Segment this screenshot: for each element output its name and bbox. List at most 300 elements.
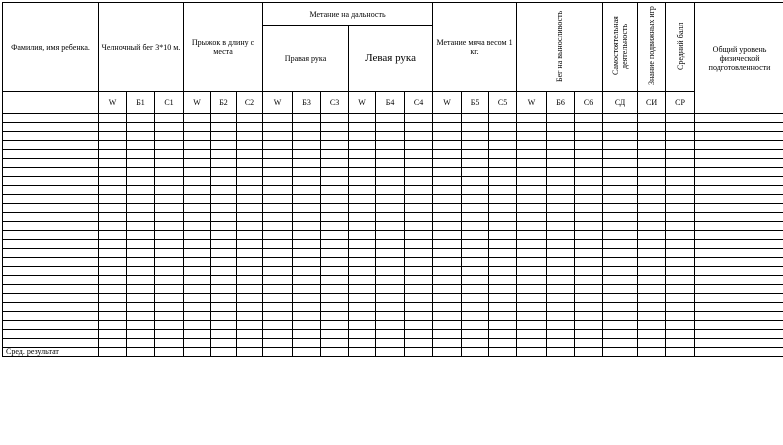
table-cell[interactable] (517, 285, 547, 294)
table-cell[interactable] (237, 141, 263, 150)
table-cell[interactable] (517, 177, 547, 186)
table-cell[interactable] (517, 213, 547, 222)
table-cell[interactable] (293, 285, 321, 294)
table-cell[interactable] (376, 132, 405, 141)
table-cell[interactable] (349, 339, 376, 348)
table-cell[interactable] (349, 222, 376, 231)
table-cell[interactable] (99, 150, 127, 159)
footer-cell[interactable] (263, 348, 293, 357)
table-cell[interactable] (489, 195, 517, 204)
table-cell[interactable] (433, 231, 462, 240)
table-cell[interactable] (603, 195, 638, 204)
table-cell[interactable] (293, 339, 321, 348)
table-cell[interactable] (155, 258, 184, 267)
table-cell[interactable] (3, 195, 99, 204)
footer-cell[interactable] (211, 348, 237, 357)
table-cell[interactable] (695, 285, 783, 294)
table-cell[interactable] (263, 240, 293, 249)
table-cell[interactable] (263, 321, 293, 330)
table-cell[interactable] (638, 186, 666, 195)
table-cell[interactable] (376, 240, 405, 249)
table-cell[interactable] (638, 240, 666, 249)
table-cell[interactable] (575, 294, 603, 303)
table-cell[interactable] (127, 186, 155, 195)
table-cell[interactable] (405, 195, 433, 204)
table-cell[interactable] (547, 321, 575, 330)
table-cell[interactable] (211, 330, 237, 339)
table-cell[interactable] (263, 258, 293, 267)
table-cell[interactable] (155, 303, 184, 312)
table-cell[interactable] (575, 150, 603, 159)
table-cell[interactable] (376, 168, 405, 177)
table-cell[interactable] (517, 123, 547, 132)
table-cell[interactable] (349, 249, 376, 258)
table-cell[interactable] (263, 159, 293, 168)
table-cell[interactable] (184, 330, 211, 339)
table-cell[interactable] (695, 204, 783, 213)
table-cell[interactable] (547, 186, 575, 195)
table-cell[interactable] (695, 195, 783, 204)
table-cell[interactable] (127, 150, 155, 159)
table-cell[interactable] (237, 177, 263, 186)
table-cell[interactable] (3, 330, 99, 339)
table-cell[interactable] (603, 330, 638, 339)
table-cell[interactable] (603, 258, 638, 267)
table-cell[interactable] (376, 204, 405, 213)
table-cell[interactable] (462, 285, 489, 294)
table-cell[interactable] (321, 168, 349, 177)
table-cell[interactable] (184, 168, 211, 177)
table-cell[interactable] (263, 132, 293, 141)
table-cell[interactable] (99, 204, 127, 213)
table-cell[interactable] (293, 132, 321, 141)
table-cell[interactable] (293, 123, 321, 132)
table-cell[interactable] (638, 159, 666, 168)
table-cell[interactable] (321, 267, 349, 276)
table-cell[interactable] (211, 276, 237, 285)
table-cell[interactable] (547, 330, 575, 339)
table-cell[interactable] (405, 285, 433, 294)
table-cell[interactable] (462, 249, 489, 258)
table-cell[interactable] (293, 294, 321, 303)
table-cell[interactable] (321, 285, 349, 294)
table-cell[interactable] (695, 294, 783, 303)
table-cell[interactable] (433, 321, 462, 330)
footer-cell[interactable] (638, 348, 666, 357)
table-cell[interactable] (603, 114, 638, 123)
table-cell[interactable] (666, 150, 695, 159)
table-cell[interactable] (517, 276, 547, 285)
table-cell[interactable] (237, 231, 263, 240)
table-cell[interactable] (184, 240, 211, 249)
table-cell[interactable] (433, 339, 462, 348)
table-cell[interactable] (547, 312, 575, 321)
table-cell[interactable] (405, 204, 433, 213)
footer-cell[interactable] (575, 348, 603, 357)
table-cell[interactable] (127, 267, 155, 276)
table-cell[interactable] (3, 258, 99, 267)
table-cell[interactable] (184, 321, 211, 330)
table-cell[interactable] (638, 114, 666, 123)
table-cell[interactable] (666, 123, 695, 132)
table-cell[interactable] (99, 285, 127, 294)
table-cell[interactable] (603, 132, 638, 141)
table-cell[interactable] (349, 258, 376, 267)
table-cell[interactable] (155, 330, 184, 339)
table-cell[interactable] (155, 231, 184, 240)
table-cell[interactable] (155, 195, 184, 204)
table-cell[interactable] (517, 303, 547, 312)
table-cell[interactable] (695, 231, 783, 240)
footer-cell[interactable] (517, 348, 547, 357)
table-cell[interactable] (433, 204, 462, 213)
table-cell[interactable] (695, 141, 783, 150)
table-cell[interactable] (211, 285, 237, 294)
table-cell[interactable] (263, 123, 293, 132)
table-cell[interactable] (99, 177, 127, 186)
table-cell[interactable] (211, 231, 237, 240)
table-cell[interactable] (433, 276, 462, 285)
table-cell[interactable] (263, 231, 293, 240)
table-cell[interactable] (349, 330, 376, 339)
table-cell[interactable] (517, 258, 547, 267)
table-cell[interactable] (376, 330, 405, 339)
table-cell[interactable] (462, 222, 489, 231)
table-cell[interactable] (666, 321, 695, 330)
table-cell[interactable] (638, 168, 666, 177)
table-cell[interactable] (547, 294, 575, 303)
table-cell[interactable] (263, 222, 293, 231)
table-cell[interactable] (211, 294, 237, 303)
table-cell[interactable] (695, 150, 783, 159)
table-cell[interactable] (517, 114, 547, 123)
footer-cell[interactable] (489, 348, 517, 357)
table-cell[interactable] (575, 222, 603, 231)
table-cell[interactable] (575, 267, 603, 276)
table-cell[interactable] (376, 231, 405, 240)
table-cell[interactable] (405, 150, 433, 159)
table-cell[interactable] (575, 186, 603, 195)
table-cell[interactable] (517, 321, 547, 330)
table-cell[interactable] (666, 141, 695, 150)
table-cell[interactable] (638, 195, 666, 204)
table-cell[interactable] (184, 123, 211, 132)
table-cell[interactable] (263, 195, 293, 204)
table-cell[interactable] (603, 294, 638, 303)
table-cell[interactable] (638, 321, 666, 330)
table-cell[interactable] (695, 249, 783, 258)
footer-cell[interactable] (405, 348, 433, 357)
table-cell[interactable] (433, 267, 462, 276)
table-cell[interactable] (603, 177, 638, 186)
table-cell[interactable] (349, 312, 376, 321)
footer-cell[interactable] (666, 348, 695, 357)
table-cell[interactable] (666, 303, 695, 312)
table-cell[interactable] (695, 330, 783, 339)
table-cell[interactable] (603, 204, 638, 213)
table-cell[interactable] (293, 222, 321, 231)
table-cell[interactable] (489, 231, 517, 240)
table-cell[interactable] (517, 132, 547, 141)
table-cell[interactable] (433, 258, 462, 267)
table-cell[interactable] (695, 276, 783, 285)
table-cell[interactable] (489, 204, 517, 213)
table-cell[interactable] (638, 294, 666, 303)
table-cell[interactable] (155, 222, 184, 231)
table-cell[interactable] (155, 267, 184, 276)
table-cell[interactable] (293, 195, 321, 204)
table-cell[interactable] (489, 186, 517, 195)
table-cell[interactable] (127, 312, 155, 321)
table-cell[interactable] (3, 249, 99, 258)
table-cell[interactable] (155, 276, 184, 285)
table-cell[interactable] (575, 132, 603, 141)
table-cell[interactable] (695, 267, 783, 276)
table-cell[interactable] (184, 132, 211, 141)
table-cell[interactable] (99, 249, 127, 258)
table-cell[interactable] (237, 294, 263, 303)
table-cell[interactable] (575, 303, 603, 312)
table-cell[interactable] (99, 276, 127, 285)
table-cell[interactable] (211, 204, 237, 213)
table-cell[interactable] (3, 294, 99, 303)
table-cell[interactable] (666, 222, 695, 231)
table-cell[interactable] (489, 150, 517, 159)
table-cell[interactable] (127, 249, 155, 258)
table-cell[interactable] (462, 312, 489, 321)
table-cell[interactable] (349, 195, 376, 204)
table-cell[interactable] (405, 240, 433, 249)
table-cell[interactable] (462, 141, 489, 150)
table-cell[interactable] (695, 177, 783, 186)
table-cell[interactable] (376, 249, 405, 258)
table-cell[interactable] (127, 321, 155, 330)
table-cell[interactable] (3, 312, 99, 321)
table-cell[interactable] (237, 276, 263, 285)
table-cell[interactable] (575, 330, 603, 339)
table-cell[interactable] (184, 285, 211, 294)
table-cell[interactable] (99, 258, 127, 267)
table-cell[interactable] (184, 303, 211, 312)
table-cell[interactable] (603, 267, 638, 276)
table-cell[interactable] (211, 312, 237, 321)
table-cell[interactable] (127, 285, 155, 294)
table-cell[interactable] (155, 240, 184, 249)
table-cell[interactable] (489, 141, 517, 150)
table-cell[interactable] (263, 150, 293, 159)
table-cell[interactable] (263, 312, 293, 321)
table-cell[interactable] (462, 132, 489, 141)
table-cell[interactable] (211, 222, 237, 231)
table-cell[interactable] (127, 276, 155, 285)
table-cell[interactable] (184, 312, 211, 321)
table-cell[interactable] (666, 240, 695, 249)
table-cell[interactable] (547, 222, 575, 231)
table-cell[interactable] (155, 141, 184, 150)
table-cell[interactable] (575, 231, 603, 240)
table-cell[interactable] (376, 195, 405, 204)
table-cell[interactable] (349, 285, 376, 294)
table-cell[interactable] (638, 339, 666, 348)
table-cell[interactable] (237, 285, 263, 294)
table-cell[interactable] (321, 195, 349, 204)
table-cell[interactable] (666, 132, 695, 141)
table-cell[interactable] (293, 159, 321, 168)
footer-cell[interactable] (184, 348, 211, 357)
table-cell[interactable] (155, 123, 184, 132)
table-cell[interactable] (211, 267, 237, 276)
table-cell[interactable] (321, 177, 349, 186)
table-cell[interactable] (376, 177, 405, 186)
table-cell[interactable] (462, 330, 489, 339)
table-cell[interactable] (127, 258, 155, 267)
table-cell[interactable] (433, 213, 462, 222)
table-cell[interactable] (184, 267, 211, 276)
footer-cell[interactable] (547, 348, 575, 357)
table-cell[interactable] (127, 195, 155, 204)
table-cell[interactable] (405, 276, 433, 285)
table-cell[interactable] (462, 294, 489, 303)
table-cell[interactable] (547, 177, 575, 186)
table-cell[interactable] (293, 258, 321, 267)
table-cell[interactable] (3, 267, 99, 276)
table-cell[interactable] (263, 249, 293, 258)
table-cell[interactable] (211, 159, 237, 168)
table-cell[interactable] (184, 114, 211, 123)
table-cell[interactable] (3, 231, 99, 240)
table-cell[interactable] (263, 285, 293, 294)
table-cell[interactable] (462, 186, 489, 195)
table-cell[interactable] (638, 123, 666, 132)
table-cell[interactable] (155, 312, 184, 321)
table-cell[interactable] (638, 150, 666, 159)
table-cell[interactable] (666, 195, 695, 204)
table-cell[interactable] (517, 249, 547, 258)
table-cell[interactable] (489, 222, 517, 231)
table-cell[interactable] (695, 258, 783, 267)
table-cell[interactable] (3, 132, 99, 141)
table-cell[interactable] (489, 330, 517, 339)
table-cell[interactable] (349, 159, 376, 168)
table-cell[interactable] (293, 312, 321, 321)
table-cell[interactable] (349, 204, 376, 213)
table-cell[interactable] (263, 330, 293, 339)
table-cell[interactable] (575, 285, 603, 294)
table-cell[interactable] (211, 150, 237, 159)
table-cell[interactable] (695, 339, 783, 348)
table-cell[interactable] (321, 240, 349, 249)
table-cell[interactable] (293, 303, 321, 312)
table-cell[interactable] (405, 312, 433, 321)
table-cell[interactable] (433, 303, 462, 312)
table-cell[interactable] (237, 150, 263, 159)
table-cell[interactable] (489, 240, 517, 249)
table-cell[interactable] (321, 204, 349, 213)
table-cell[interactable] (376, 141, 405, 150)
table-cell[interactable] (575, 312, 603, 321)
table-cell[interactable] (547, 258, 575, 267)
table-cell[interactable] (349, 213, 376, 222)
table-cell[interactable] (237, 186, 263, 195)
table-cell[interactable] (127, 213, 155, 222)
table-cell[interactable] (489, 123, 517, 132)
table-cell[interactable] (237, 267, 263, 276)
table-cell[interactable] (433, 312, 462, 321)
table-cell[interactable] (517, 231, 547, 240)
table-cell[interactable] (263, 303, 293, 312)
table-cell[interactable] (349, 123, 376, 132)
table-cell[interactable] (603, 249, 638, 258)
table-cell[interactable] (211, 240, 237, 249)
table-cell[interactable] (433, 123, 462, 132)
table-cell[interactable] (547, 267, 575, 276)
table-cell[interactable] (695, 123, 783, 132)
table-cell[interactable] (349, 231, 376, 240)
table-cell[interactable] (405, 321, 433, 330)
table-cell[interactable] (155, 177, 184, 186)
table-cell[interactable] (349, 267, 376, 276)
table-cell[interactable] (321, 330, 349, 339)
table-cell[interactable] (575, 177, 603, 186)
table-cell[interactable] (321, 159, 349, 168)
table-cell[interactable] (405, 294, 433, 303)
table-cell[interactable] (127, 330, 155, 339)
table-cell[interactable] (349, 132, 376, 141)
table-cell[interactable] (433, 240, 462, 249)
table-cell[interactable] (293, 204, 321, 213)
table-cell[interactable] (3, 321, 99, 330)
table-cell[interactable] (603, 150, 638, 159)
table-cell[interactable] (321, 114, 349, 123)
table-cell[interactable] (575, 249, 603, 258)
table-cell[interactable] (433, 222, 462, 231)
table-cell[interactable] (547, 141, 575, 150)
table-cell[interactable] (99, 240, 127, 249)
table-cell[interactable] (99, 303, 127, 312)
table-cell[interactable] (376, 267, 405, 276)
table-cell[interactable] (517, 267, 547, 276)
table-cell[interactable] (666, 249, 695, 258)
table-cell[interactable] (547, 150, 575, 159)
table-cell[interactable] (99, 132, 127, 141)
table-cell[interactable] (293, 177, 321, 186)
table-cell[interactable] (695, 240, 783, 249)
table-cell[interactable] (603, 231, 638, 240)
table-cell[interactable] (127, 123, 155, 132)
table-cell[interactable] (517, 339, 547, 348)
table-cell[interactable] (184, 249, 211, 258)
table-cell[interactable] (99, 123, 127, 132)
table-cell[interactable] (575, 276, 603, 285)
table-cell[interactable] (155, 150, 184, 159)
table-cell[interactable] (293, 330, 321, 339)
table-cell[interactable] (575, 258, 603, 267)
table-cell[interactable] (433, 168, 462, 177)
table-cell[interactable] (3, 186, 99, 195)
table-cell[interactable] (293, 213, 321, 222)
table-cell[interactable] (321, 303, 349, 312)
table-cell[interactable] (184, 231, 211, 240)
table-cell[interactable] (321, 258, 349, 267)
table-cell[interactable] (3, 159, 99, 168)
table-cell[interactable] (517, 330, 547, 339)
table-cell[interactable] (547, 303, 575, 312)
table-cell[interactable] (433, 285, 462, 294)
table-cell[interactable] (127, 204, 155, 213)
table-cell[interactable] (184, 276, 211, 285)
table-cell[interactable] (433, 186, 462, 195)
table-cell[interactable] (211, 258, 237, 267)
